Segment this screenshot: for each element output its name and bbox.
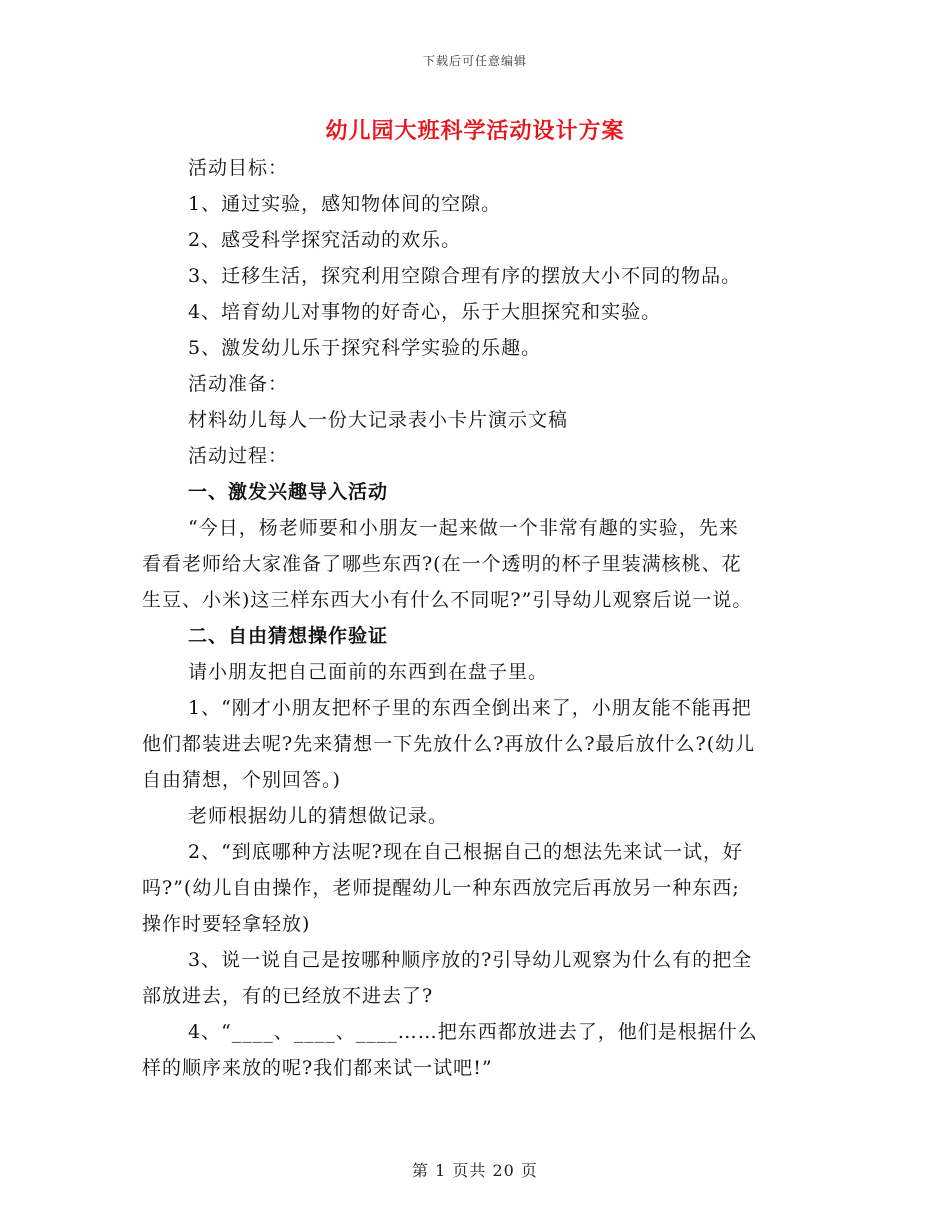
paragraph-line: “今日，杨老师要和小朋友一起来做一个非常有趣的实验，先来 — [188, 517, 739, 539]
preparation-text: 材料幼儿每人一份大记录表小卡片演示文稿 — [188, 409, 569, 431]
goal-item-4: 4、培育幼儿对事物的好奇心，乐于大胆探究和实验。 — [188, 301, 662, 323]
step-2-line: 吗?”(幼儿自由操作，老师提醒幼儿一种东西放完后再放另一种东西; — [142, 877, 740, 899]
step-4-line: 样的顺序来放的呢?我们都来试一试吧!” — [142, 1057, 493, 1079]
section-label-process: 活动过程： — [188, 445, 289, 467]
step-4-line: 4、“____、____、____……把东西都放进去了，他们是根据什么 — [188, 1021, 758, 1043]
step-1-line: 他们都装进去呢?先来猜想一下先放什么?再放什么?最后放什么?(幼儿 — [142, 733, 756, 755]
paragraph-line: 请小朋友把自己面前的东西到在盘子里。 — [188, 661, 549, 683]
paragraph-line: 生豆、小米)这三样东西大小有什么不同呢?”引导幼儿观察后说一说。 — [142, 589, 753, 611]
section-label-preparation: 活动准备： — [188, 373, 289, 395]
step-1-line: 1、“刚才小朋友把杯子里的东西全倒出来了，小朋友能不能再把 — [188, 697, 752, 719]
goal-item-5: 5、激发幼儿乐于探究科学实验的乐趣。 — [188, 337, 542, 359]
goal-item-1: 1、通过实验，感知物体间的空隙。 — [188, 193, 502, 215]
goal-item-2: 2、感受科学探究活动的欢乐。 — [188, 229, 462, 251]
step-1-line: 自由猜想，个别回答。) — [142, 769, 341, 791]
heading-part-1: 一、激发兴趣导入活动 — [188, 481, 389, 503]
step-2-line: 2、“到底哪种方法呢?现在自己根据自己的想法先来试一试，好 — [188, 841, 743, 863]
goal-item-3: 3、迁移生活，探究利用空隙合理有序的摆放大小不同的物品。 — [188, 265, 742, 287]
step-3-line: 3、说一说自己是按哪种顺序放的?引导幼儿观察为什么有的把全 — [188, 949, 753, 971]
heading-part-2: 二、自由猜想操作验证 — [188, 625, 389, 647]
paragraph-line: 老师根据幼儿的猜想做记录。 — [188, 805, 449, 827]
page-footer: 第 1 页共 20 页 — [412, 1161, 538, 1180]
step-2-line: 操作时要轻拿轻放) — [142, 913, 311, 935]
document-title: 幼儿园大班科学活动设计方案 — [325, 118, 625, 144]
section-label-goals: 活动目标： — [188, 157, 289, 179]
page-header: 下载后可任意编辑 — [422, 54, 527, 68]
step-3-line: 部放进去，有的已经放不进去了? — [142, 985, 434, 1007]
paragraph-line: 看看老师给大家准备了哪些东西?(在一个透明的杯子里装满核桃、花 — [142, 553, 742, 575]
